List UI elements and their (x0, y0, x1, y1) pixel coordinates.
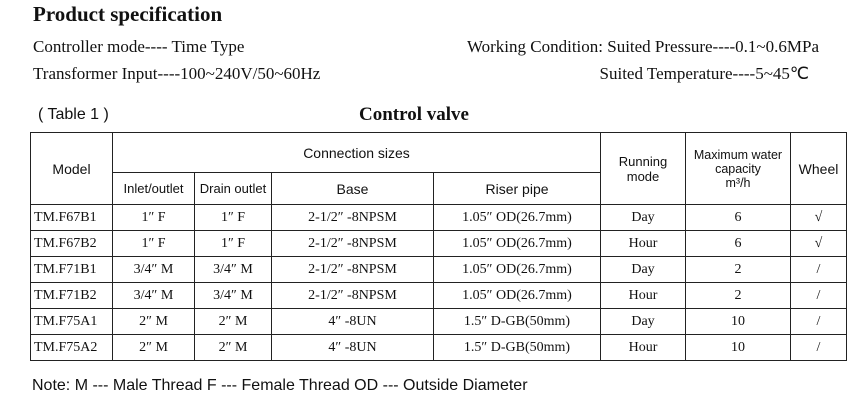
cell-model: TM.F71B2 (31, 283, 113, 309)
cell-riser: 1.05″ OD(26.7mm) (434, 257, 601, 283)
header-base: Base (272, 173, 434, 205)
cell-riser: 1.05″ OD(26.7mm) (434, 231, 601, 257)
cell-wheel: √ (791, 231, 847, 257)
cell-mode: Hour (601, 335, 686, 361)
header-running-mode: Running mode (601, 133, 686, 205)
cell-capacity: 2 (686, 283, 791, 309)
cell-drain: 2″ M (195, 335, 272, 361)
cell-drain: 3/4″ M (195, 257, 272, 283)
cell-riser: 1.05″ OD(26.7mm) (434, 205, 601, 231)
cell-model: TM.F71B1 (31, 257, 113, 283)
cell-inlet: 2″ M (113, 335, 195, 361)
cell-riser: 1.5″ D-GB(50mm) (434, 309, 601, 335)
cell-capacity: 2 (686, 257, 791, 283)
cell-model: TM.F67B1 (31, 205, 113, 231)
cell-inlet: 2″ M (113, 309, 195, 335)
cell-inlet: 1″ F (113, 231, 195, 257)
cell-mode: Day (601, 309, 686, 335)
cell-mode: Hour (601, 231, 686, 257)
cell-drain: 1″ F (195, 231, 272, 257)
cell-base: 4″ -8UN (272, 335, 434, 361)
cell-base: 2-1/2″ -8NPSM (272, 231, 434, 257)
cell-wheel: / (791, 283, 847, 309)
cell-base: 4″ -8UN (272, 309, 434, 335)
cell-drain: 2″ M (195, 309, 272, 335)
header-connection-sizes: Connection sizes (113, 133, 601, 173)
cell-drain: 3/4″ M (195, 283, 272, 309)
temperature-spec: Suited Temperature----5~45℃ (599, 64, 809, 83)
cell-capacity: 6 (686, 231, 791, 257)
capacity-label: Maximum water capacity (693, 147, 783, 176)
table-number-label: ( Table 1 ) (38, 106, 109, 123)
header-drain-outlet: Drain outlet (195, 173, 272, 205)
abbreviation-note: Note: M --- Male Thread F --- Female Thread OD --- Outside Diameter (32, 377, 528, 394)
capacity-unit: m³/h (725, 175, 751, 190)
table-row (31, 335, 847, 361)
cell-base: 2-1/2″ -8NPSM (272, 257, 434, 283)
table-row (31, 205, 847, 231)
cell-capacity: 6 (686, 205, 791, 231)
table-row (31, 257, 847, 283)
working-pressure-spec: Working Condition: Suited Pressure----0.1~0.6MPa (466, 37, 819, 56)
cell-inlet: 3/4″ M (113, 257, 195, 283)
table-row (31, 283, 847, 309)
header-inlet-outlet: Inlet/outlet (113, 173, 195, 205)
cell-model: TM.F75A1 (31, 309, 113, 335)
table-row (31, 231, 847, 257)
cell-base: 2-1/2″ -8NPSM (272, 283, 434, 309)
table-title: Control valve (359, 104, 469, 125)
cell-model: TM.F67B2 (31, 231, 113, 257)
cell-riser: 1.5″ D-GB(50mm) (434, 335, 601, 361)
cell-capacity: 10 (686, 335, 791, 361)
control-valve-table (30, 132, 847, 361)
cell-wheel: / (791, 309, 847, 335)
cell-inlet: 3/4″ M (113, 283, 195, 309)
cell-riser: 1.05″ OD(26.7mm) (434, 283, 601, 309)
header-riser-pipe: Riser pipe (434, 173, 601, 205)
cell-mode: Day (601, 257, 686, 283)
controller-mode-spec: Controller mode---- Time Type (33, 37, 245, 56)
header-model: Model (31, 133, 113, 205)
cell-model: TM.F75A2 (31, 335, 113, 361)
page-title: Product specification (33, 2, 223, 26)
cell-wheel: / (791, 335, 847, 361)
cell-wheel: √ (791, 205, 847, 231)
header-wheel: Wheel (791, 133, 847, 205)
cell-capacity: 10 (686, 309, 791, 335)
transformer-input-spec: Transformer Input----100~240V/50~60Hz (33, 64, 321, 83)
cell-wheel: / (791, 257, 847, 283)
table-row (31, 309, 847, 335)
cell-drain: 1″ F (195, 205, 272, 231)
header-max-water-capacity (686, 133, 791, 205)
cell-base: 2-1/2″ -8NPSM (272, 205, 434, 231)
cell-mode: Hour (601, 283, 686, 309)
cell-inlet: 1″ F (113, 205, 195, 231)
cell-mode: Day (601, 205, 686, 231)
